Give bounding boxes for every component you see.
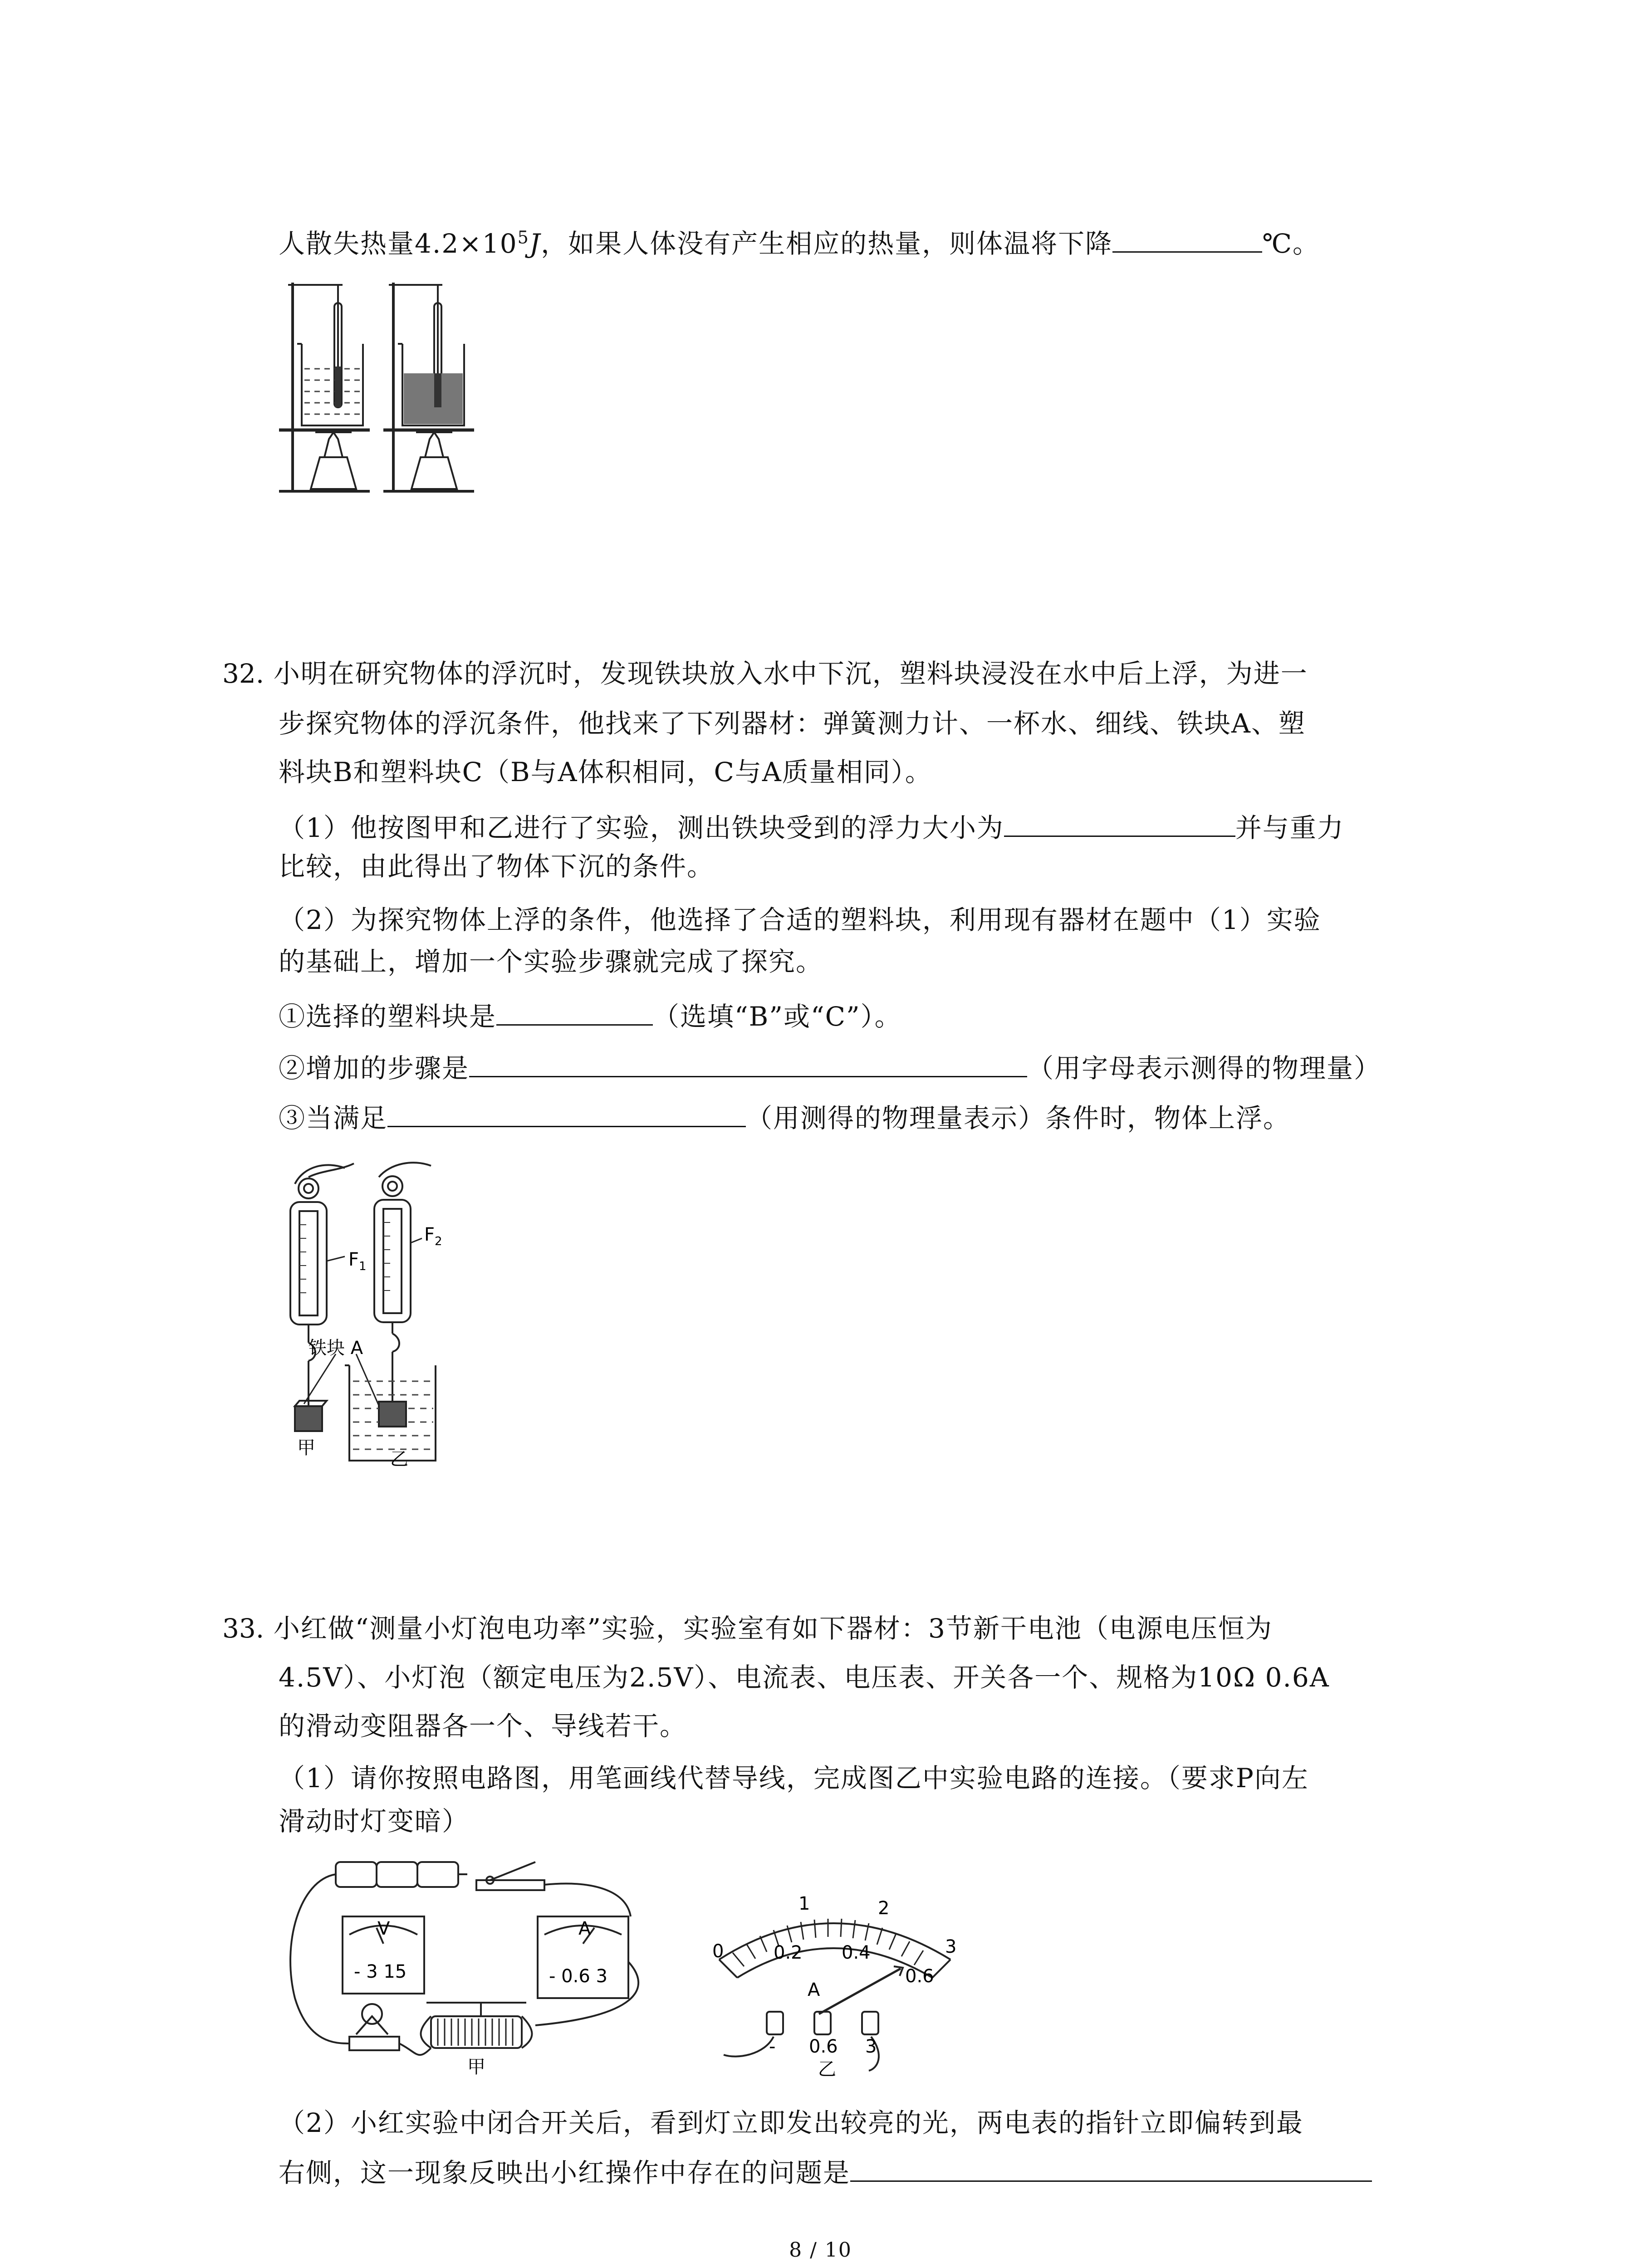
q33-dial-top-ticks xyxy=(712,1893,956,1962)
q32-label-yi: 乙 xyxy=(390,1449,408,1470)
q32-part1-cont: 比较，由此得出了物体下沉的条件。 xyxy=(279,851,715,882)
q32-sub1-text-b: （选填“B”或“C”）。 xyxy=(653,1001,902,1032)
q33-dial-tick-0-4: 0.4 xyxy=(842,1942,871,1963)
q33-part2-cont xyxy=(279,2152,1372,2191)
q32-sub2-line xyxy=(279,1048,1381,1086)
q32-sub2-text-a: ②增加的步骤是 xyxy=(279,1053,470,1084)
q33-part2-text-b: 右侧，这一现象反映出小红操作中存在的问题是 xyxy=(279,2157,851,2188)
q31-unit2: ℃。 xyxy=(1262,228,1320,259)
q32-part2-cont: 的基础上，增加一个实验步骤就完成了探究。 xyxy=(279,946,823,977)
q31-unit: J xyxy=(529,228,541,259)
q33-part1-line: （1）请你按照电路图，用笔画线代替导线，完成图乙中实验电路的连接。（要求P向左 xyxy=(279,1763,1309,1794)
q32-part1-text-a: （1）他按图甲和乙进行了实验，测出铁块受到的浮力大小为 xyxy=(279,812,1004,843)
q32-stem-text1: 小明在研究物体的浮沉时，发现铁块放入水中下沉，塑料块浸没在水中后上浮，为进一 xyxy=(273,658,1308,689)
q32-sub3-text-a: ③当满足 xyxy=(279,1103,388,1134)
q32-label-block: 铁块 A xyxy=(309,1338,363,1359)
q33-dial-term-neg: - xyxy=(769,2036,776,2057)
q31-text-b: ，如果人体没有产生相应的热量，则体温将下降 xyxy=(541,228,1113,259)
q32-stem-line1 xyxy=(222,655,1308,692)
q32-stem-line3: 料块B和塑料块C（B与A体积相同，C与A质量相同）。 xyxy=(279,757,932,787)
q32-spring-scale-figure xyxy=(277,1152,513,1470)
q33-voltmeter-terminals: - 3 15 xyxy=(354,1961,407,1982)
q32-label-jia: 甲 xyxy=(297,1437,315,1458)
q33-label-jia: 甲 xyxy=(467,2057,485,2077)
q32-label-f1: $F_1$ xyxy=(348,1249,367,1273)
q33-part2-blank[interactable] xyxy=(850,2152,1372,2182)
q32-sub3-line xyxy=(279,1098,1290,1136)
q32-part1-blank[interactable] xyxy=(1004,807,1235,837)
q32-sub3-text-b: （用测得的物理量表示）条件时，物体上浮。 xyxy=(746,1103,1291,1134)
q32-part1-text-b: 并与重力 xyxy=(1235,812,1344,843)
q32-sub2-blank[interactable] xyxy=(469,1048,1027,1077)
q33-voltmeter-letter: V xyxy=(377,1918,390,1939)
q31-answer-blank[interactable] xyxy=(1112,223,1262,253)
page-number: 8 / 10 xyxy=(789,2239,852,2262)
q33-dial-tick-1: 1 xyxy=(798,1893,810,1914)
q33-ammeter-terminals: - 0.6 3 xyxy=(549,1966,607,1987)
q33-dial-letter: A xyxy=(808,1980,820,2000)
q32-label-f2: $F_2$ xyxy=(424,1224,442,1248)
q31-tail-line xyxy=(279,223,1320,262)
q33-dial-term-06: 0.6 xyxy=(809,2036,838,2057)
q33-stem-line1 xyxy=(222,1610,1273,1647)
q32-part2-line: （2）为探究物体上浮的条件，他选择了合适的塑料块，利用现有器材在题中（1）实验 xyxy=(279,904,1321,935)
q33-number: 33. xyxy=(222,1613,265,1644)
q33-dial-term-3: 3 xyxy=(865,2036,877,2057)
q31-heating-figure xyxy=(279,276,474,496)
q32-sub3-blank[interactable] xyxy=(387,1098,746,1127)
q32-sub1-line xyxy=(279,996,902,1035)
q33-circuit-figure xyxy=(281,1853,753,2077)
q32-stem-line2: 步探究物体的浮沉条件，他找来了下列器材：弹簧测力计、一杯水、细线、铁块A、塑 xyxy=(279,708,1306,739)
q33-stem-line2: 4.5V）、小灯泡（额定电压为2.5V）、电流表、电压表、开关各一个、规格为10Ω 0.6A xyxy=(279,1662,1330,1693)
q33-label-yi: 乙 xyxy=(818,2059,836,2080)
q33-ammeter-dial-figure xyxy=(705,1842,960,2080)
q33-ammeter-letter: A xyxy=(578,1918,591,1939)
q32-sub2-text-b: （用字母表示测得的物理量） xyxy=(1027,1053,1381,1084)
q33-dial-tick-0: 0 xyxy=(712,1941,724,1962)
q33-dial-tick-3: 3 xyxy=(945,1936,957,1957)
q32-sub1-text-a: ①选择的塑料块是 xyxy=(279,1001,497,1032)
q33-dial-bottom-ticks xyxy=(774,1942,934,1987)
q32-sub1-blank[interactable] xyxy=(496,996,653,1026)
q33-dial-tick-2: 2 xyxy=(878,1898,890,1919)
q33-stem-line3: 的滑动变阻器各一个、导线若干。 xyxy=(279,1711,687,1741)
q32-number: 32. xyxy=(222,658,265,689)
q33-dial-tick-0-2: 0.2 xyxy=(774,1942,803,1963)
q33-part2-line: （2）小红实验中闭合开关后，看到灯立即发出较亮的光，两电表的指针立即偏转到最 xyxy=(279,2107,1303,2138)
q32-part1-line xyxy=(279,807,1344,846)
q33-part1-cont: 滑动时灯变暗） xyxy=(279,1806,470,1837)
q33-dial-tick-0-6: 0.6 xyxy=(905,1966,934,1987)
q33-stem-text1: 小红做“测量小灯泡电功率”实验，实验室有如下器材：3节新干电池（电源电压恒为 xyxy=(273,1613,1273,1644)
q31-text-a: 人散失热量4.2×10 xyxy=(279,228,518,259)
q31-exponent: 5 xyxy=(517,227,529,248)
